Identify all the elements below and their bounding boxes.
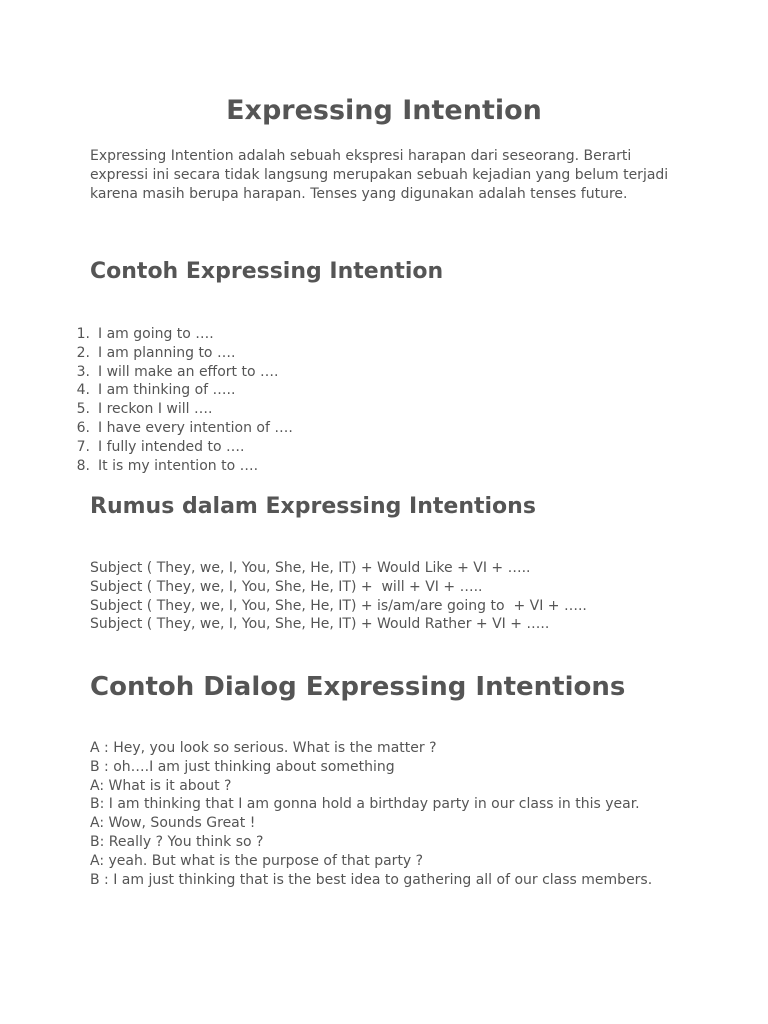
list-item-number: 7 .	[60, 438, 90, 457]
formula-block	[90, 559, 690, 634]
list-item	[60, 400, 293, 419]
list-item-text: I will make an effort to ….	[98, 363, 279, 380]
list-item	[60, 457, 293, 476]
list-item-text: I have every intention of ….	[98, 419, 293, 436]
list-item-text: I am thinking of …..	[98, 382, 236, 399]
list-item-text: I am planning to ….	[98, 344, 236, 361]
list-item-text: I reckon I will ….	[98, 401, 213, 418]
list-item-number: 4 .	[60, 381, 90, 400]
list-item-text: I fully intended to ….	[98, 438, 245, 455]
list-item	[60, 344, 293, 363]
dialog-block	[90, 739, 665, 889]
dialog-line: A: Wow, Sounds Great !	[90, 815, 256, 832]
formula-line: Subject ( They, we, I, You, She, He, IT) + Would Like + VI + …..	[90, 560, 531, 576]
list-item	[60, 381, 293, 400]
list-item-number: 2 .	[60, 344, 90, 363]
dialog-line: A: What is it about ?	[90, 777, 232, 794]
list-item	[60, 419, 293, 438]
list-item	[60, 363, 293, 382]
list-item-number: 1 .	[60, 325, 90, 344]
dialog-line: B : I am just thinking that is the best idea to gathering all of our class members.	[90, 871, 653, 888]
list-item-number: 5 .	[60, 400, 90, 419]
list-item-text: I am going to ….	[98, 326, 214, 342]
list-item	[60, 325, 293, 344]
list-item-text: It is my intention to ….	[98, 457, 259, 474]
formula-line: Subject ( They, we, I, You, She, He, IT) + Would Rather + VI + …..	[90, 616, 550, 633]
section-heading-rumus: Rumus dalam Expressing Intentions	[90, 494, 536, 519]
dialog-line: B : oh….I am just thinking about something	[90, 758, 395, 775]
dialog-line: B: Really ? You think so ?	[90, 833, 264, 850]
intention-examples-list	[60, 325, 293, 475]
section-heading-dialog: Contoh Dialog Expressing Intentions	[90, 672, 626, 702]
formula-line: Subject ( They, we, I, You, She, He, IT) + will + VI + …..	[90, 578, 483, 595]
page-title: Expressing Intention	[226, 95, 542, 126]
dialog-line: A : Hey, you look so serious. What is the matter ?	[90, 740, 437, 756]
list-item-number: 3 .	[60, 363, 90, 382]
intro-paragraph: Expressing Intention adalah sebuah ekspresi harapan dari seseorang. Berarti expressi ini secara tidak langsung merupakan sebuah kejadian yang belum terjadi karena masih berupa harapan. Tenses yang digunakan adalah tenses future.	[90, 148, 669, 202]
list-item-number: 8 .	[60, 457, 90, 476]
dialog-line: B: I am thinking that I am gonna hold a birthday party in our class in this year.	[90, 796, 640, 813]
list-item-number: 6 .	[60, 419, 90, 438]
list-item	[60, 438, 293, 457]
section-heading-contoh: Contoh Expressing Intention	[90, 259, 444, 284]
dialog-line: A: yeah. But what is the purpose of that party ?	[90, 852, 424, 869]
formula-line: Subject ( They, we, I, You, She, He, IT) + is/am/are going to + VI + …..	[90, 597, 587, 614]
